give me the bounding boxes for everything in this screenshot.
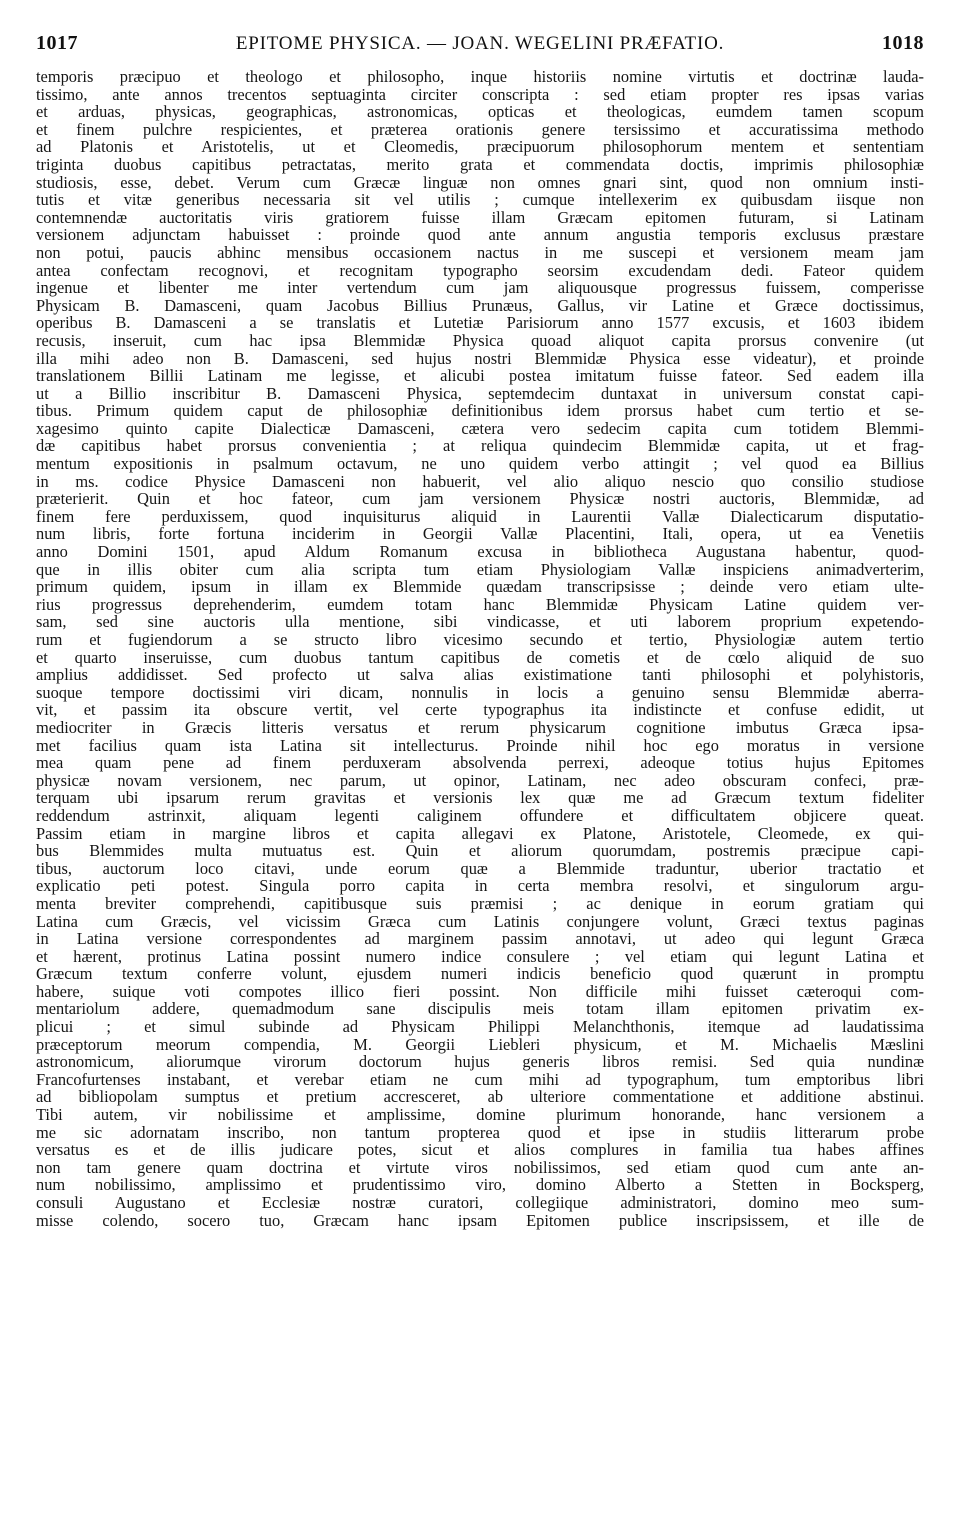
text-line: primum quidem, ipsum in illam ex Blemmide quædam transcripsisse ; deinde vero etiam ulte- <box>36 577 924 597</box>
text-line: physicæ novam versionem, nec parum, ut opinor, Latinam, nec adeo obscuram confeci, præ- <box>36 770 924 790</box>
text-line: que in illis obiter cum alia scripta tum etiam Physiologiam Vallæ inspiciens animadverterim, <box>36 559 924 579</box>
text-line: recusis, inseruit, cum hac ipsa Blemmidæ Physica quoad aliquot capita prorsus convenire (ut <box>36 330 924 350</box>
text-line: antea confectam recognovi, et recognitam typographo seorsim excudendam dedi. Fateor quidem <box>36 260 924 280</box>
text-line: mea quam pene ad finem perduxeram absolvenda perrexi, adeoque totius hujus Epitomes <box>36 753 924 773</box>
text-line: et finem pulchre respicientes, et præterea orationis genere tersissimo et accuratissima methodo <box>36 119 924 139</box>
text-line: num nobilissimo, amplissimo et prudentissimo viro, domino Alberto a Stetten in Bocksperg, <box>36 1175 924 1195</box>
text-line: tibus. Primum quidem caput de philosophiæ definitionibus idem prorsus habet cum tertio et se- <box>36 401 924 421</box>
text-line: in Latina versione correspondentes ad marginem passim annotavi, ut adeo qui legunt Græca <box>36 929 924 949</box>
text-line: reddendum astrinxit, aliquam legenti caliginem offundere et difficultatem objicere queat. <box>36 805 924 825</box>
text-line: misse colendo, socero tuo, Græcam hanc ipsam Epitomen publice inscripsissem, et ille de <box>36 1210 924 1230</box>
left-column-number: 1017 <box>36 32 78 54</box>
text-line: mediocriter in Græcis litteris versatus et rerum physicarum cognitione imbutus Græca ipsa- <box>36 717 924 737</box>
text-line: præterierit. Quin et hoc fateor, cum jam versionem Physicæ nostri auctoris, Blemmidæ, ad <box>36 489 924 509</box>
text-line: anno Domini 1501, apud Aldum Romanum excusa in bibliotheca Augustana habentur, quod- <box>36 542 924 562</box>
text-line: dæ capitibus habet prorsus convenientia ; at reliqua quindecim Blemmidæ capita, ut et frag- <box>36 436 924 456</box>
text-line: ut a Billio inscribitur B. Damasceni Physica, septemdecim duntaxat in universum constat capi- <box>36 383 924 403</box>
text-line: præceptorum meorum compendia, M. Georgii Liebleri physicum, et M. Michaelis Mæslini <box>36 1034 924 1054</box>
text-line: non tam genere quam doctrina et virtute viros nobilissimos, sed etiam quod cum ante an- <box>36 1157 924 1177</box>
text-line: Passim etiam in margine libros et capita allegavi ex Platone, Aristotele, Cleomede, ex qui- <box>36 823 924 843</box>
text-line: finem fere perduxissem, quod inquisiturus aliquid in Laurentii Vallæ Dialecticarum disputatio- <box>36 506 924 526</box>
text-line: bus Blemmides multa mutuatus est. Quin et aliorum quorumdam, postremis præcipue capi- <box>36 841 924 861</box>
text-line: non potui, paucis abhinc mensibus occasionem nactus in me suscepi et versionem meam jam <box>36 242 924 262</box>
text-line: mentum expositionis in psalmum octavum, ne uno quidem verbo attingit ; vel quod ea Billius <box>36 454 924 474</box>
text-line: contemnendæ auctoritatis viris gratiorem fuisse illam Græcam epitomen futuram, si Latinam <box>36 207 924 227</box>
text-line: Græcum textum conferre volunt, ejusdem numeri indicis beneficio quod quærunt in promptu <box>36 964 924 984</box>
text-line: in ms. codice Physice Damasceni non habuerit, vel alio aliquo nescio quo consilio studiose <box>36 471 924 491</box>
text-line: me sic adornatam inscribo, non tantum propterea quod et ipse in studiis litterarum probe <box>36 1122 924 1142</box>
text-line: operibus B. Damasceni a se translatis et Lutetiæ Parisiorum anno 1577 excusis, et 1603 ibidem <box>36 313 924 333</box>
text-line: ad bibliopolam sumptus et pretium accresceret, ab ulteriore commentatione et additione abstinui. <box>36 1087 924 1107</box>
right-column-number: 1018 <box>882 32 924 54</box>
text-line: Francofurtenses instabant, et verebar etiam ne cum mihi ad typographum, tum emptoribus libri <box>36 1069 924 1089</box>
text-line: illa mihi adeo non B. Damasceni, sed hujus nostri Blemmidæ Physica esse videatur), et proinde <box>36 348 924 368</box>
text-line: explicatio peti potest. Singula porro capita in certa membra resolvi, et singulorum argu- <box>36 876 924 896</box>
text-line: rius progressus deprehenderim, eumdem totam hanc Blemmidæ Physicam Latine quidem ver- <box>36 594 924 614</box>
text-line: num libris, forte fortuna inciderim in Georgii Vallæ Placentini, Itali, opera, ut ea Venetiis <box>36 524 924 544</box>
text-line: versatus es et de illis judicare potes, sicut et alios complures in familia tua habes affines <box>36 1140 924 1160</box>
text-line: suoque tempore doctissimi viri dicam, nonnulis in locis a genuino sensu Blemmidæ aberra- <box>36 682 924 702</box>
text-line: xagesimo quinto capite Dialecticæ Damasceni, cætera vero sedecim capita cum totidem Blemmi- <box>36 418 924 438</box>
text-line: Physicam B. Damasceni, quam Jacobus Billius Prunæus, Gallus, vir Latine et Græce doctissimus, <box>36 295 924 315</box>
text-line: ingenue et libenter me inter vertendum cum jam aliquousque progressus fuissem, comperisse <box>36 278 924 298</box>
text-line: tissimo, ante annos trecentos septuaginta circiter conscripta : sed etiam propter res ipsas varias <box>36 84 924 104</box>
text-line: Latina cum Græcis, vel vicissim Græca cum Latinis conjungere volunt, Græci textus paginas <box>36 911 924 931</box>
text-line: tibus, auctorum loco citavi, unde eorum quæ a Blemmide traduntur, uberior tractatio et <box>36 858 924 878</box>
page-header <box>36 32 924 68</box>
text-line: astronomicum, aliorumque virorum doctorum hujus generis libros remisi. Sed quia nundinæ <box>36 1052 924 1072</box>
text-line: studiosis, esse, debet. Verum cum Græcæ linguæ non omnes gnari sint, quod non omnium insti- <box>36 172 924 192</box>
text-line: met facilius quam ista Latina sit intellecturus. Proinde nihil hoc ego moratus in versione <box>36 735 924 755</box>
text-line: translationem Billii Latinam me legisse, et alicubi postea imitatum fuisse fateor. Sed eadem illa <box>36 366 924 386</box>
text-line: terquam ubi ipsarum rerum gravitas et versionis lex quæ me ad Græcum textum fideliter <box>36 788 924 808</box>
running-title: EPITOME PHYSICA. — JOAN. WEGELINI PRÆFATIO. <box>235 33 725 54</box>
preface-text <box>36 68 924 1229</box>
text-line: rum et fugiendorum a se structo libro vicesimo secundo et tertio, Physiologiæ autem tertio <box>36 630 924 649</box>
text-line: vit, et passim ita obscure vertit, vel certe typographus ita indistincte et confuse edidit, ut <box>36 700 924 720</box>
page <box>36 32 924 1229</box>
text-line: tutis et vitæ generibus necessaria sit vel utilis ; cumque intellexerim ex quibusdam iisque non <box>36 190 924 210</box>
text-line: menta breviter comprehendi, capitibusque suis præmisi ; ac denique in eorum gratiam qui <box>36 893 924 913</box>
text-line: triginta duobus capitibus petractatas, merito grata et commendata doctis, imprimis philosophiæ <box>36 154 924 174</box>
text-line: Tibi autem, vir nobilissime et amplissime, domine plurimum honorande, hanc versionem a <box>36 1105 924 1125</box>
text-line: temporis præcipuo et theologo et philosopho, inque historiis nomine virtutis et doctrinæ lauda- <box>36 67 924 86</box>
text-line: ad Platonis et Aristotelis, ut et Cleomedis, præcipuorum philosophorum mentem et sententiam <box>36 137 924 157</box>
text-line: et hærent, protinus Latina possint numero indice consulere ; vel etiam qui legunt Latina et <box>36 946 924 966</box>
text-line: sam, sed sine auctoris ulla mentione, sibi vindicasse, et uti laborem proprium expetendo- <box>36 612 924 632</box>
text-line: amplius addidisset. Sed profecto ut salva alias existimatione tanti philosophi et polyhistoris, <box>36 665 924 685</box>
text-line: et quarto inseruisse, cum duobus tantum capitibus de cometis et de cœlo aliquid de suo <box>36 647 924 667</box>
text-line: habere, suique voti compotes illico fieri possint. Non difficile mihi fuisset cæteroqui com- <box>36 981 924 1001</box>
text-line: plicui ; et simul subinde ad Physicam Philippi Melanchthonis, itemque ad laudatissima <box>36 1017 924 1037</box>
text-line: et arduas, physicas, geographicas, astronomicas, opticas et theologicas, eumdem tamen scopum <box>36 102 924 122</box>
text-line: consuli Augustano et Ecclesiæ nostræ curatori, collegiique administratori, domino meo sum- <box>36 1193 924 1212</box>
text-line: versionem adjunctam habuisset : proinde quod ante annum angustia temporis exclusus præstare <box>36 225 924 245</box>
text-line: mentariolum addere, quemadmodum sane discipulis meis totam illam epitomen privatim ex- <box>36 999 924 1019</box>
